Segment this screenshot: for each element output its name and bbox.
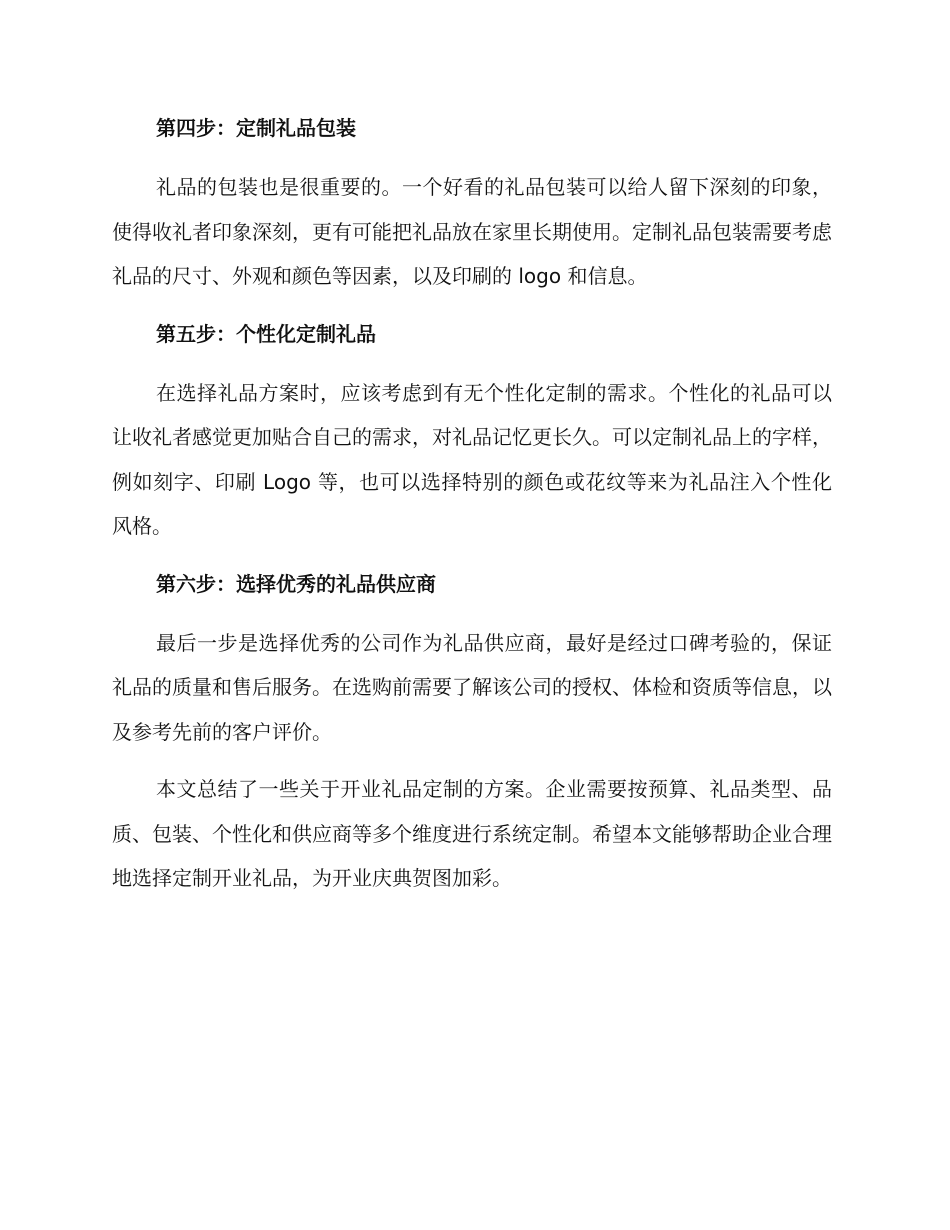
section-paragraph-step-6: 最后一步是选择优秀的公司作为礼品供应商，最好是经过口碑考验的，保证礼品的质量和售后服务。在选购前需要了解该公司的授权、体检和资质等信息，以及参考先前的客户评价。: [112, 630, 832, 744]
section-heading-step-4: 第四步：定制礼品包装: [156, 116, 356, 140]
section-paragraph-step-5: 在选择礼品方案时，应该考虑到有无个性化定制的需求。个性化的礼品可以让收礼者感觉更加贴合自己的需求，对礼品记忆更长久。可以定制礼品上的字样，例如刻字、印刷 Logo 等，也可以选择特别的颜色或花纹等来为礼品注入个性化风格。: [112, 380, 832, 538]
conclusion-paragraph: 本文总结了一些关于开业礼品定制的方案。企业需要按预算、礼品类型、品质、包装、个性化和供应商等多个维度进行系统定制。希望本文能够帮助企业合理地选择定制开业礼品，为开业庆典贺图加彩。: [112, 777, 832, 890]
document-page: [112, 110, 832, 901]
section-paragraph-step-4: 礼品的包装也是很重要的。一个好看的礼品包装可以给人留下深刻的印象，使得收礼者印象深刻，更有可能把礼品放在家里长期使用。定制礼品包装需要考虑礼品的尺寸、外观和颜色等因素，以及印刷的 logo 和信息。: [112, 175, 832, 288]
section-heading-step-5: 第五步：个性化定制礼品: [156, 321, 376, 346]
section-heading-step-6: 第六步：选择优秀的礼品供应商: [156, 571, 436, 596]
